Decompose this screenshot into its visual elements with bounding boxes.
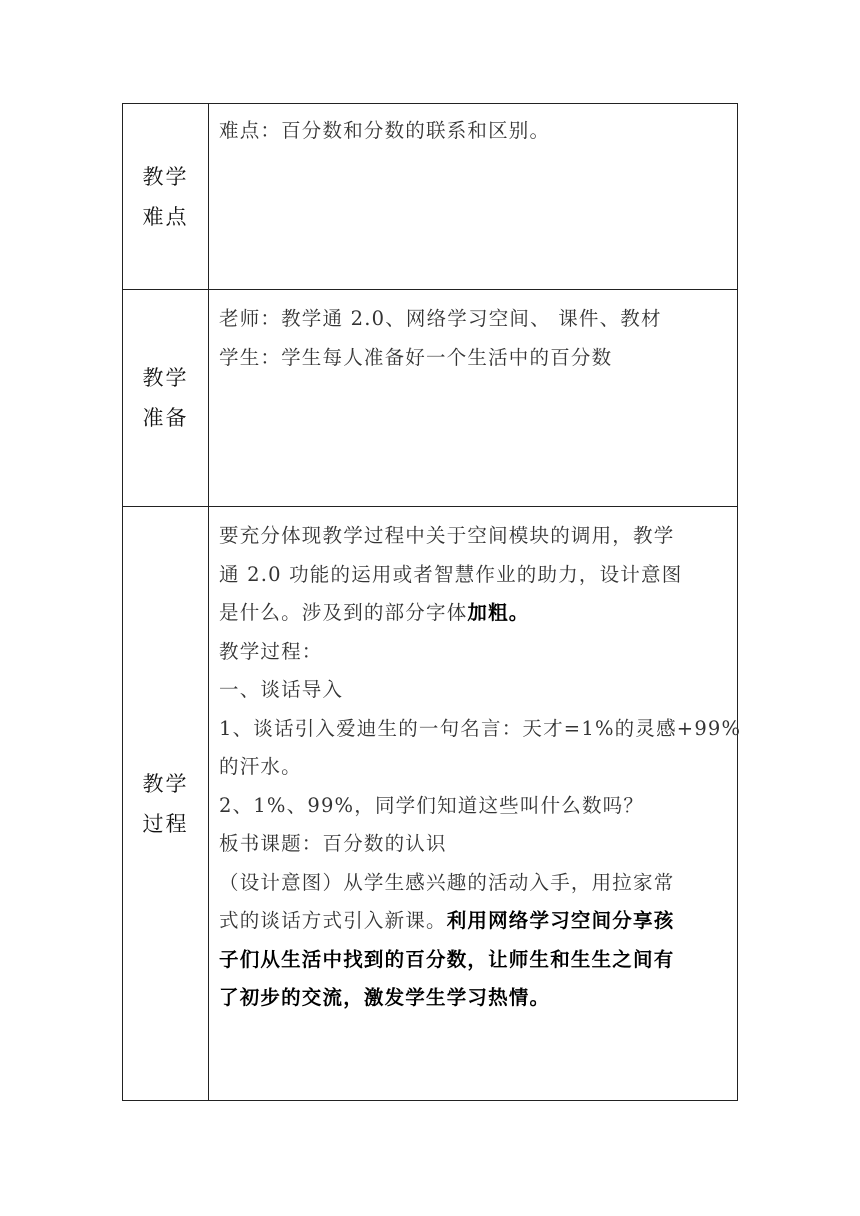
intro-text: 是什么。涉及到的部分字体 [219, 601, 468, 624]
label-line: 过程 [142, 811, 189, 836]
table-row-preparation [123, 290, 738, 507]
process-heading: 教学过程： [219, 639, 323, 663]
design-bold-text: 利用网络学习空间分享孩 [446, 909, 675, 932]
list-item: 2、1%、99%，同学们知道这些叫什么数吗？ [219, 793, 645, 817]
row-label-process [143, 764, 189, 844]
design-bold-line: 了初步的交流，激发学生学习热情。 [219, 986, 551, 1009]
section-title: 一、谈话导入 [219, 678, 344, 701]
content-cell-preparation [209, 290, 738, 507]
table-row-process [123, 507, 738, 1101]
label-line: 教学 [142, 366, 189, 390]
design-text: 式的谈话方式引入新课。 [219, 909, 447, 932]
list-item: 1、谈话引入爱迪生的一句名言：天才=1%的灵感+99% [219, 716, 742, 740]
design-bold-line: 子们从生活中找到的百分数，让师生和生生之间有 [219, 947, 675, 971]
content-cell-difficulty [209, 104, 738, 290]
intro-line: 要充分体现教学过程中关于空间模块的调用，教学 [219, 524, 675, 547]
design-intent-line: （设计意图）从学生感兴趣的活动入手，用拉家常 [219, 870, 675, 894]
label-line: 教学 [142, 771, 189, 796]
intro-line: 通 2.0 功能的运用或者智慧作业的助力，设计意图 [219, 562, 683, 586]
teacher-prep-text: 老师：教学通 2.0、网络学习空间、 课件、教材 [219, 307, 662, 330]
lesson-plan-table [122, 103, 742, 1101]
student-prep-text: 学生：学生每人准备好一个生活中的百分数 [219, 345, 613, 369]
label-cell-difficulty [123, 104, 209, 290]
board-title: 板书课题：百分数的认识 [219, 832, 447, 855]
label-line: 准备 [142, 406, 189, 430]
label-line: 教学 [142, 164, 189, 189]
content-cell-process [209, 507, 742, 1101]
intro-bold-text: 加粗。 [467, 601, 530, 624]
label-cell-preparation [123, 290, 209, 507]
row-label-difficulty [143, 157, 189, 237]
intro-line [219, 594, 731, 633]
difficulty-text: 难点：百分数和分数的联系和区别。 [219, 119, 551, 142]
list-item-continuation: 的汗水。 [219, 755, 302, 778]
row-label-preparation [143, 358, 189, 438]
table-row-difficulty [123, 104, 738, 290]
label-line: 难点 [142, 204, 189, 229]
design-intent-line [219, 902, 731, 941]
label-cell-process [123, 507, 209, 1101]
